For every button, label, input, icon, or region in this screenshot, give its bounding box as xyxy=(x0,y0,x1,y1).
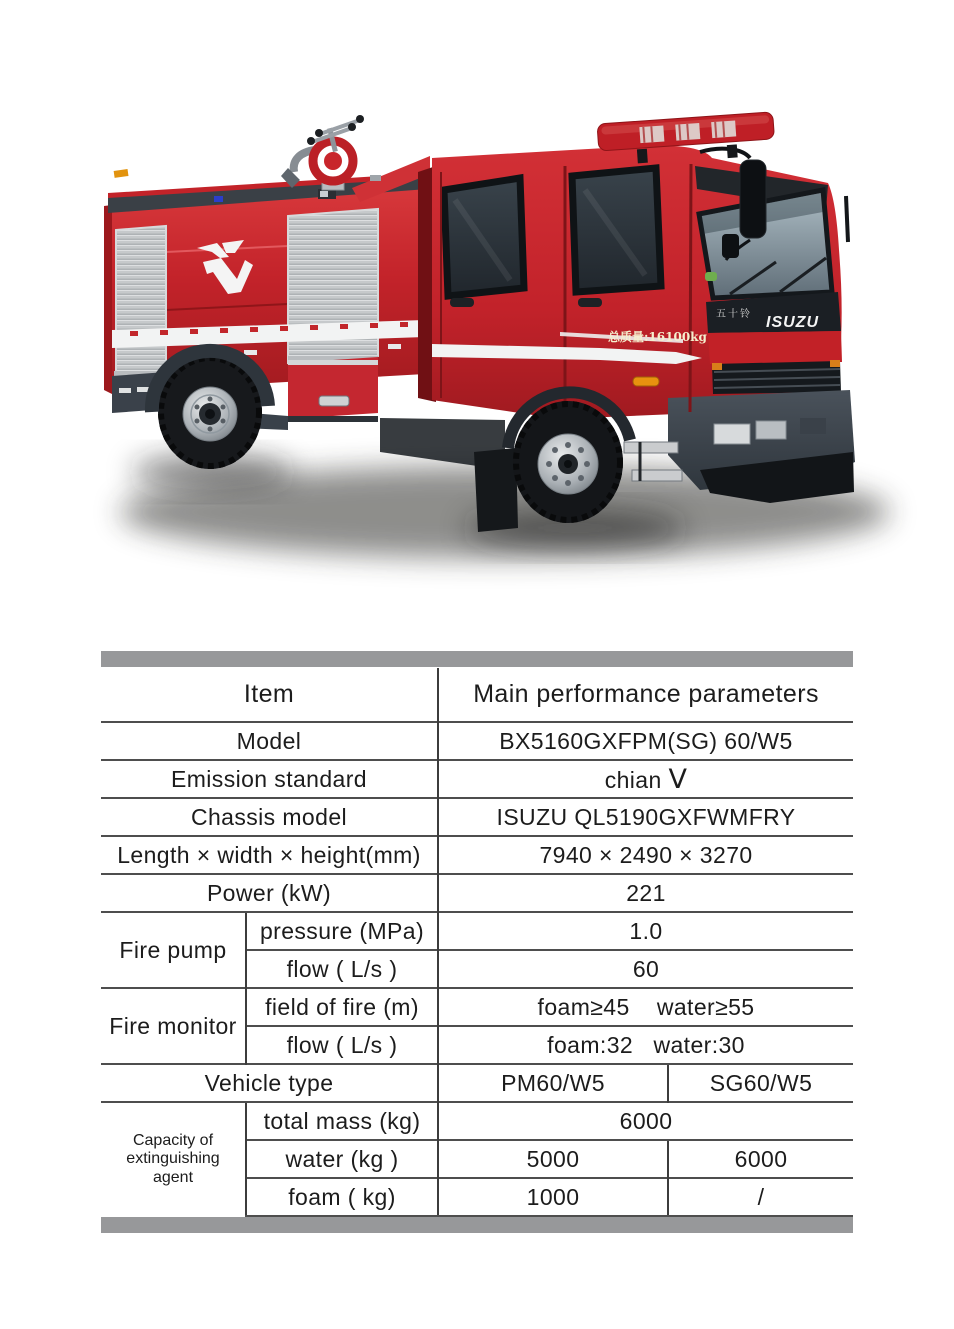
table-row xyxy=(101,874,853,912)
pump-pressure-value: 1.0 xyxy=(438,912,853,950)
vehicle-type-sg: SG60/W5 xyxy=(668,1064,853,1102)
cab-steps xyxy=(624,442,682,481)
power-label: Power (kW) xyxy=(101,874,438,912)
table-row xyxy=(101,668,853,722)
total-mass-label: total mass (kg) xyxy=(246,1102,438,1140)
model-value: BX5160GXFPM(SG) 60/W5 xyxy=(438,722,853,760)
capacity-foam-pm: 1000 xyxy=(438,1178,668,1216)
fire-pump-group-label: Fire pump xyxy=(101,912,246,988)
capacity-water-label: water (kg ) xyxy=(246,1140,438,1178)
locker-door xyxy=(288,357,378,422)
amber-side-marker xyxy=(633,377,659,386)
vehicle-type-pm: PM60/W5 xyxy=(438,1064,668,1102)
blue-marker-light xyxy=(214,196,223,202)
emission-value-prefix: chian xyxy=(604,766,669,793)
capacity-group-label: Capacity of extinguishing agent xyxy=(101,1102,246,1216)
pump-flow-label: flow ( L/s ) xyxy=(246,950,438,988)
green-sticker xyxy=(705,272,717,281)
capacity-foam-label: foam ( kg) xyxy=(246,1178,438,1216)
table-row xyxy=(101,988,853,1026)
isuzu-logo-text: ISUZU xyxy=(766,314,819,331)
chassis-label: Chassis model xyxy=(101,798,438,836)
table-row xyxy=(101,836,853,874)
pump-pressure-label: pressure (MPa) xyxy=(246,912,438,950)
roll-shutter-left xyxy=(114,226,168,379)
table-row xyxy=(101,1064,853,1102)
header-item: Item xyxy=(243,680,295,708)
table-top-bar xyxy=(101,651,853,667)
door-handle-front xyxy=(578,298,602,307)
vehicle-type-label: Vehicle type xyxy=(101,1064,438,1102)
table-row xyxy=(101,722,853,760)
capacity-water-sg: 6000 xyxy=(668,1140,853,1178)
power-value: 221 xyxy=(438,874,853,912)
monitor-range-label: field of fire (m) xyxy=(246,988,438,1026)
capacity-water-pm: 5000 xyxy=(438,1140,668,1178)
gross-mass-text: 总质量:16100kg xyxy=(608,330,707,344)
door-handle-rear xyxy=(450,298,474,307)
spec-table xyxy=(101,668,853,1217)
emission-value xyxy=(438,760,853,798)
emission-value-num: Ⅴ xyxy=(668,763,688,794)
table-row xyxy=(101,912,853,950)
capacity-foam-sg: / xyxy=(668,1178,853,1216)
mudflap xyxy=(474,448,518,532)
table-row xyxy=(101,760,853,798)
pump-flow-value: 60 xyxy=(438,950,853,988)
table-row xyxy=(101,798,853,836)
monitor-range-value: foam≥45 water≥55 xyxy=(438,988,853,1026)
chassis-value: ISUZU QL5190GXFWMFRY xyxy=(438,798,853,836)
model-label: Model xyxy=(101,722,438,760)
total-mass-value: 6000 xyxy=(438,1102,853,1140)
monitor-flow-label: flow ( L/s ) xyxy=(246,1026,438,1064)
table-row xyxy=(101,1102,853,1140)
cab-badge-text: 五十铃 xyxy=(716,309,752,320)
header-params: Main performance parameters xyxy=(438,668,853,722)
rear-wheel xyxy=(152,351,268,469)
fire-monitor-group-label: Fire monitor xyxy=(101,988,246,1064)
emission-label: Emission standard xyxy=(101,760,438,798)
dimensions-label: Length × width × height(mm) xyxy=(101,836,438,874)
amber-fitting xyxy=(114,169,129,178)
truck-photo xyxy=(0,0,954,645)
table-bottom-bar xyxy=(101,1217,853,1233)
monitor-flow-value: foam:32 water:30 xyxy=(438,1026,853,1064)
dimensions-value: 7940 × 2490 × 3270 xyxy=(438,836,853,874)
